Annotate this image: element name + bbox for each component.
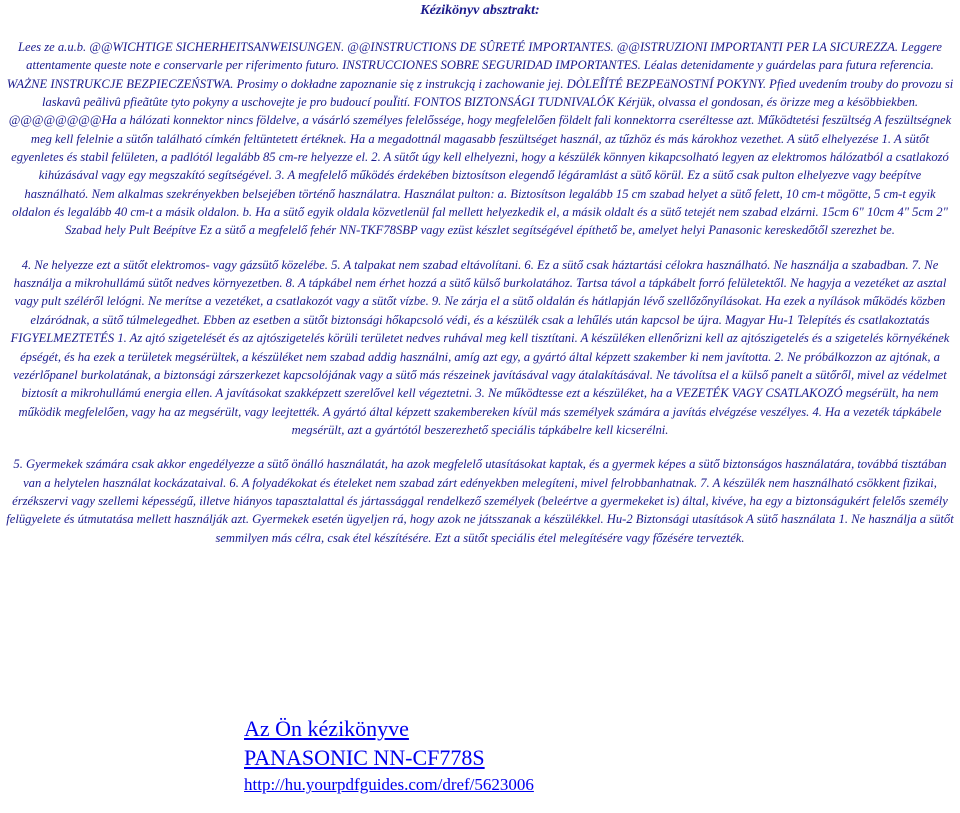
document-body	[6, 38, 954, 547]
manual-link[interactable]: Az Ön kézikönyve	[244, 716, 409, 741]
paragraph-safety-intro: Lees ze a.u.b. @@WICHTIGE SICHERHEITSANWEISUNGEN. @@INSTRUCTIONS DE SÛRETÉ IMPORTANTES. @@ISTRUZIONI IMPORTANTI PER LA SICUREZZA. Leggere attentamente queste note e conservarle per riferimento futuro. INSTRUCCIONES SOBRE SEGURIDAD IMPORTANTES. Léalas detenidamente y guárdelas para futura referencia. WAŻNE INSTRUKCJE BEZPIECZEŃSTWA. Prosimy o dokładne zapoznanie się z instrukcją i zachowanie jej. DÒLEÎÍTÉ BEZPEäNOSTNÍ POKYNY. Pfied uvedením trouby do provozu si laskavû peãlivû pfieãtûte tyto pokyny a uschovejte je pro budoucí pouÏití. FONTOS BIZTONSÁGI TUDNIVALÓK Kérjük, olvassa el gondosan, és örizze meg a késöbbiekben. @@@@@@@@Ha a hálózati konnektor nincs földelve, a vásárló személyes felelőssége, hogy megfelelően földelt fali konnektorra cseréltesse azt. Működtetési feszültség A feszültségnek meg kell felelnie a sütőn található címkén feltüntetett értéknek. Ha a megadottnál magasabb feszültséget használ, az tűzhöz és más károkhoz vezethet. A sütő elhelyezése 1. A sütőt egyenletes és stabil felületen, a padlótól legalább 85 cm-re helyezze el. 2. A sütőt úgy kell elhelyezni, hogy a készülék könnyen kikapcsolható legyen az elektromos hálózatból a csatlakozó kihúzásával vagy egy megszakító segítségével. 3. A megfelelő működés érdekében biztosítson elegendő légáramlást a sütő körül. Ez a sütő csak pulton elhelyezve vagy beépítve használható. Nem alkalmas szekrényekben belsejében történő használatra. Használat pulton: a. Biztosítson legalább 15 cm szabad helyet a sütő felett, 10 cm-t mögötte, 5 cm-t egyik oldalon és legalább 40 cm-t a másik oldalon. b. Ha a sütő egyik oldala közvetlenül fal mellett helyezkedik el, a másik oldalt és a sütő tetejét nem szabad elzárni. 15cm 6" 10cm 4" 5cm 2" Szabad hely Pult Beépítve Ez a sütő a megfelelő fehér NN-TKF78SBP vagy ezüst készlet segítségével építhető be, amelyet helyi Panasonic kereskedőtől szerezhet be.	[6, 40, 954, 238]
product-link[interactable]: PANASONIC NN-CF778S	[244, 745, 485, 770]
paragraph-children-usage: 5. Gyermekek számára csak akkor engedélyezze a sütő önálló használatát, ha azok megfelelő utasításokat kaptak, és a gyermek képes a sütő biztonságos használatára, továbbá tisztában van a helytelen használat kockázataival. 6. A folyadékokat és ételeket nem szabad zárt edényekben melegíteni, mivel felrobbanhatnak. 7. A készülék nem használható csökkent fizikai, érzékszervi vagy szellemi képességű, illetve hiányos tapasztalattal és jártassággal rendelkező személyek (beleértve a gyermekeket is) által, kivéve, ha egy a biztonságukért felelős személy felügyelete és útmutatása mellett használják azt. Gyermekek esetén ügyeljen rá, hogy azok ne játsszanak a készülékkel. Hu-2 Biztonsági utasítások A sütő használata 1. Ne használja a sütőt semmilyen más célra, csak étel készítésére. Ezt a sütőt speciális étel melegítésére vagy főzésére tervezték.	[6, 457, 954, 545]
paragraph-installation: 4. Ne helyezze ezt a sütőt elektromos- vagy gázsütő közelébe. 5. A talpakat nem szabad eltávolítani. 6. Ez a sütő csak háztartási célokra használható. Ne használja a szabadban. 7. Ne használja a mikrohullámú sütőt nedves környezetben. 8. A tápkábel nem érhet hozzá a sütő külső burkolatához. Tartsa távol a tápkábelt forró felületektől. Ne hagyja a vezetéket az asztal vagy pult széléről lelógni. Ne merítse a vezetéket, a csatlakozót vagy a sütőt vízbe. 9. Ne zárja el a sütő oldalán és hátlapján lévő szellőzőnyílásokat. Ha ezek a nyílások működés közben elzáródnak, a sütő túlmelegedhet. Ebben az esetben a sütőt biztonsági hőkapcsoló védi, és a készülék csak a lehűlés után kapcsol be újra. Magyar Hu-1 Telepítés és csatlakoztatás FIGYELMEZTETÉS 1. Az ajtó szigetelését és az ajtószigetelés körüli területet nedves ruhával meg kell tisztítani. A készüléken ellenőrizni kell az ajtószigetelés és a szigetelés környékének épségét, és ha ezek a területek megsérültek, a készüléket nem szabad addig használni, amíg azt egy, a gyártó által képzett szakember ki nem javította. 2. Ne próbálkozzon az ajtónak, a vezérlőpanel burkolatának, a biztonsági zárszerkezet kapcsolójának vagy a sütő más részeinek javításával vagy átalakításával. Ne távolítsa el a külső panelt a sütőről, mivel az védelmet biztosít a mikrohullámú energia ellen. A javításokat szakképzett szerelővel kell végeztetni. 3. Ne működtesse ezt a készüléket, ha a VEZETÉK VAGY CSATLAKOZÓ megsérült, ha nem működik megfelelően, vagy ha az megsérült, vagy leejtették. A gyártó által képzett szakembereken kívül más személyek számára a javítás elvégzése veszélyes. 4. Ha a vezeték tápkábele megsérült, azt a gyártótól beszerezhető speciális tápkábelre kell kicserélni.	[10, 257, 950, 437]
url-link[interactable]: http://hu.yourpdfguides.com/dref/5623006	[244, 775, 534, 794]
paragraph-spacer	[6, 240, 954, 256]
manual-links	[244, 714, 534, 796]
page-title: Kézikönyv absztrakt:	[420, 3, 540, 18]
paragraph-spacer	[6, 439, 954, 455]
